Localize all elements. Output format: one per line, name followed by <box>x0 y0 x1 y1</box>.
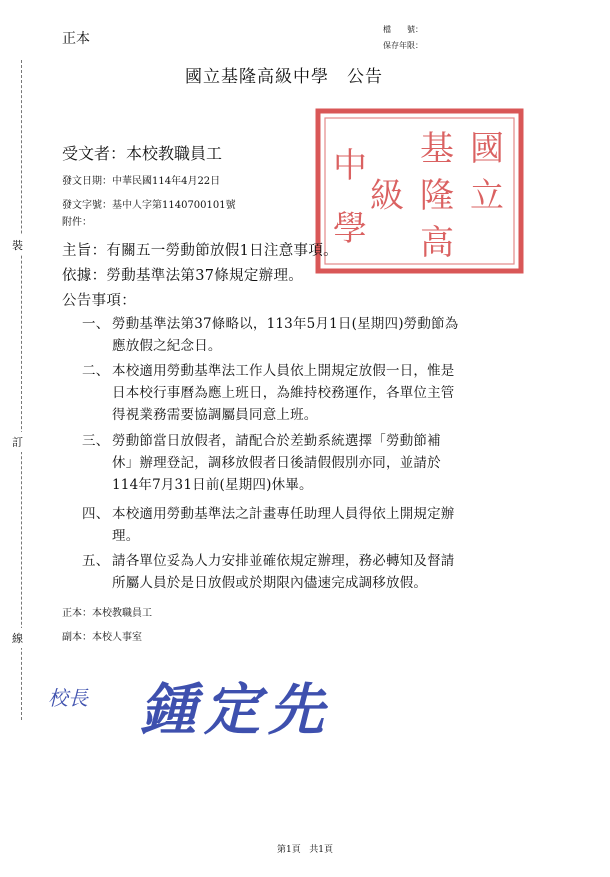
item-text-line: 114年7月31日前(星期四)休畢。 <box>112 477 313 493</box>
seal-char-2: 立 <box>470 176 504 216</box>
page-total: 共1頁 <box>309 845 334 855</box>
binding-label-top: 裝 <box>12 235 23 255</box>
item-text-line: 請各單位妥為人力安排並確依規定辦理，務必轉知及督請 <box>112 553 455 569</box>
item-text-line: 本校適用勞動基準法工作人員依上開規定放假一日，惟是 <box>112 363 455 379</box>
binding-label-mid: 訂 <box>12 432 23 452</box>
item-text-line: 應放假之紀念日。 <box>112 338 222 354</box>
item-text-line: 日本校行事曆為應上班日，為維持校務運作，各單位主管 <box>112 385 455 401</box>
item-text-line: 所屬人員於是日放假或於期限內儘速完成調移放假。 <box>112 575 428 591</box>
page-number: 第1頁 <box>276 845 301 855</box>
org-name: 國立基隆高級中學 <box>185 67 329 87</box>
copy-type-label: 正本 <box>62 31 90 47</box>
doc-type: 公告 <box>347 67 383 87</box>
item-text-line: 理。 <box>112 528 140 544</box>
seal-char-3: 基 <box>420 129 454 169</box>
item-text-line: 勞動基準法第37條略以，113年5月1日(星期四)勞動節為 <box>112 316 459 332</box>
signature-title: 校長 <box>48 686 88 710</box>
seal-char-5: 高 <box>420 223 454 263</box>
item-text-line: 休」辦理登記，調移放假者日後請假假別亦同，並請於 <box>112 455 441 471</box>
seal-char-8: 學 <box>333 209 367 249</box>
binding-label-bottom: 線 <box>12 628 23 648</box>
item-number: 五、 <box>82 553 110 569</box>
item-number: 四、 <box>82 506 110 522</box>
recipient: 受文者：本校教職員工 <box>62 144 223 163</box>
item-text-line: 得視業務需要協調屬員同意上班。 <box>112 407 318 423</box>
document-title <box>185 62 383 87</box>
principal-signature <box>40 667 400 747</box>
official-seal <box>312 105 527 277</box>
basis-line: 依據：勞動基準法第37條規定辦理。 <box>62 268 304 284</box>
binding-line <box>21 60 22 720</box>
seal-char-4: 隆 <box>420 176 454 216</box>
retention-label: 保存年限： <box>383 41 423 50</box>
seal-char-1: 國 <box>470 129 504 169</box>
item-number: 二、 <box>82 363 110 379</box>
announcement-label: 公告事項： <box>62 293 136 309</box>
signature-name: 鍾定先 <box>140 677 332 743</box>
copy-recipient: 副本：本校人事室 <box>62 632 142 643</box>
seal-char-6: 級 <box>370 176 404 216</box>
item-text-line: 本校適用勞動基準法之計畫專任助理人員得依上開規定辦 <box>112 506 455 522</box>
subject-line: 主旨：有關五一勞動節放假1日注意事項。 <box>62 243 338 259</box>
original-recipient: 正本：本校教職員工 <box>62 608 152 619</box>
issue-date: 發文日期：中華民國114年4月22日 <box>62 176 221 187</box>
file-number-label: 檔 號： <box>383 25 423 34</box>
page-footer <box>0 842 610 855</box>
item-text-line: 勞動節當日放假者，請配合於差勤系統選擇「勞動節補 <box>112 433 441 449</box>
item-number: 三、 <box>82 433 110 449</box>
item-number: 一、 <box>82 316 110 332</box>
attachment-label: 附件： <box>62 217 92 228</box>
seal-char-7: 中 <box>333 146 367 186</box>
document-number: 發文字號：基中人字第1140700101號 <box>62 200 236 211</box>
